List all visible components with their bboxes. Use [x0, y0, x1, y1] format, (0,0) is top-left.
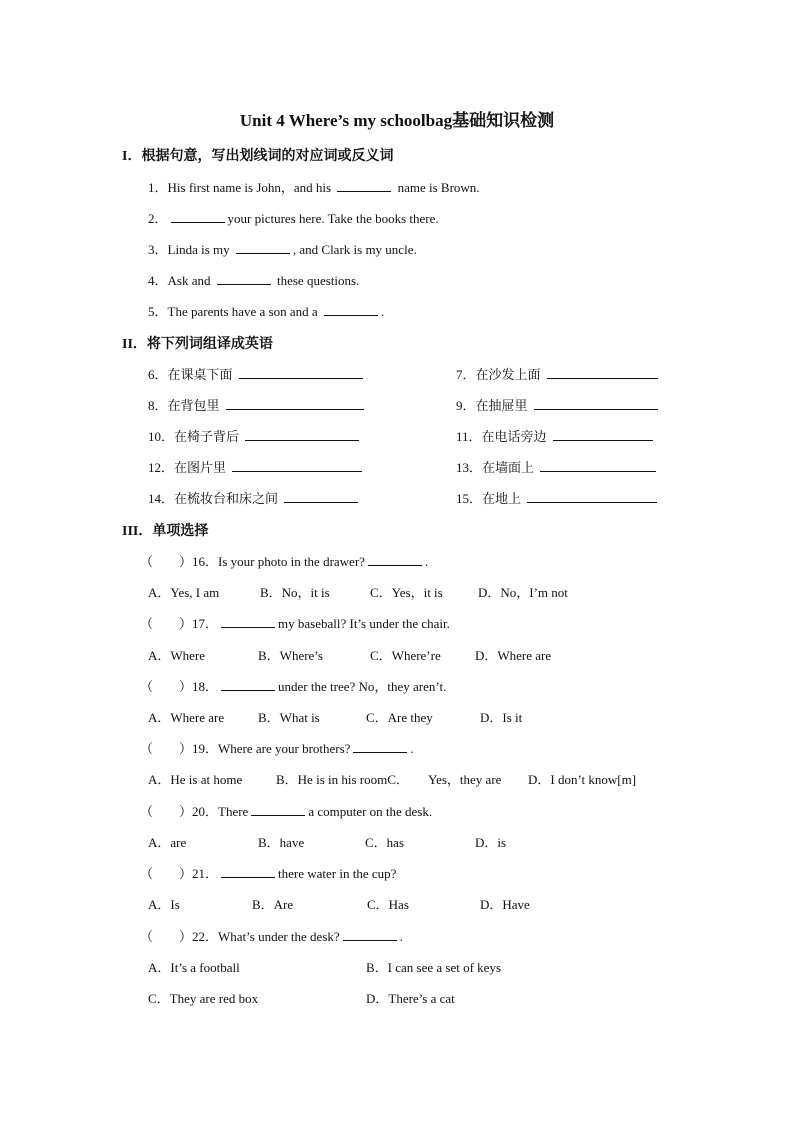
answer-blank[interactable]	[171, 221, 225, 223]
s2-item-8: 8．在背包里	[148, 395, 364, 414]
q21-option-c[interactable]: C．Has	[367, 897, 409, 912]
section-1-heading: I．根据句意，写出划线词的对应词或反义词	[122, 149, 394, 164]
answer-blank[interactable]	[221, 626, 275, 628]
s2-item-14: 14．在梳妆台和床之间	[148, 488, 358, 507]
answer-blank[interactable]	[324, 314, 378, 316]
answer-blank[interactable]	[284, 501, 358, 503]
q22-option-c[interactable]: C．They are red box	[148, 991, 259, 1006]
q19-option-b[interactable]: B．He is in his roomC．	[276, 772, 409, 787]
question-20: （ ）20．There a computer on the desk.	[140, 804, 433, 819]
q18-option-c[interactable]: C．Are they	[366, 710, 433, 725]
q19-option-d[interactable]: D．I don’t know[m]	[528, 772, 637, 787]
s2-item-11: 11．在电话旁边	[456, 426, 653, 445]
q17-option-b[interactable]: B．Where’s	[258, 648, 323, 663]
answer-blank[interactable]	[245, 439, 359, 441]
answer-blank[interactable]	[226, 408, 364, 410]
answer-blank[interactable]	[239, 377, 363, 379]
s1-item-2: 2． your pictures here. Take the books there.	[148, 211, 439, 226]
s2-item-9: 9．在抽屉里	[456, 395, 658, 414]
answer-blank[interactable]	[221, 876, 275, 878]
s2-item-15: 15．在地上	[456, 488, 657, 507]
answer-blank[interactable]	[251, 814, 305, 816]
q16-option-c[interactable]: C．Yes，it is	[370, 585, 443, 600]
s2-item-12: 12．在图片里	[148, 457, 362, 476]
q18-option-d[interactable]: D．Is it	[480, 710, 523, 725]
q20-option-d[interactable]: D．is	[475, 835, 507, 850]
answer-blank[interactable]	[534, 408, 658, 410]
q22-option-d[interactable]: D．There’s a cat	[366, 991, 455, 1006]
answer-blank[interactable]	[527, 501, 657, 503]
s1-item-1: 1．His first name is John，and his name is Brown.	[148, 180, 480, 195]
q21-option-d[interactable]: D．Have	[480, 897, 530, 912]
s1-item-4: 4．Ask and these questions.	[148, 273, 360, 288]
q16-option-b[interactable]: B．No，it is	[260, 585, 330, 600]
answer-blank[interactable]	[236, 252, 290, 254]
answer-blank[interactable]	[547, 377, 658, 379]
question-17: （ ）17． my baseball? It’s under the chair.	[140, 616, 450, 631]
answer-blank[interactable]	[368, 564, 422, 566]
q17-option-d[interactable]: D．Where are	[475, 648, 552, 663]
answer-blank[interactable]	[553, 439, 653, 441]
q16-option-a[interactable]: A．Yes, I am	[148, 585, 220, 600]
q17-option-a[interactable]: A．Where	[148, 648, 206, 663]
answer-blank[interactable]	[343, 939, 397, 941]
answer-blank[interactable]	[217, 283, 271, 285]
section-3-heading: III．单项选择	[122, 524, 209, 539]
q20-option-b[interactable]: B．have	[258, 835, 305, 850]
q18-option-b[interactable]: B．What is	[258, 710, 320, 725]
q21-option-a[interactable]: A．Is	[148, 897, 180, 912]
page-title: Unit 4 Where’s my schoolbag基础知识检测	[239, 111, 555, 130]
answer-blank[interactable]	[232, 470, 362, 472]
answer-blank[interactable]	[353, 751, 407, 753]
q21-option-b[interactable]: B．Are	[252, 897, 294, 912]
section-2-heading: II．将下列词组译成英语	[122, 337, 273, 352]
answer-blank[interactable]	[337, 190, 391, 192]
q22-option-a[interactable]: A．It’s a football	[148, 960, 240, 975]
q22-option-b[interactable]: B．I can see a set of keys	[366, 960, 502, 975]
q18-option-a[interactable]: A．Where are	[148, 710, 225, 725]
q20-option-c[interactable]: C．has	[365, 835, 405, 850]
question-18: （ ）18． under the tree? No，they aren’t.	[140, 679, 447, 694]
s2-item-6: 6．在课桌下面	[148, 364, 363, 383]
s1-item-3: 3．Linda is my , and Clark is my uncle.	[148, 242, 417, 257]
answer-blank[interactable]	[540, 470, 656, 472]
s1-item-5: 5．The parents have a son and a .	[148, 304, 385, 319]
answer-blank[interactable]	[221, 689, 275, 691]
question-21: （ ）21． there water in the cup?	[140, 866, 397, 881]
question-16: （ ）16．Is your photo in the drawer? .	[140, 554, 429, 569]
question-22: （ ）22．What’s under the desk? .	[140, 929, 403, 944]
q19-option-c[interactable]: Yes，they are	[428, 772, 502, 787]
s2-item-10: 10．在椅子背后	[148, 426, 359, 445]
s2-item-7: 7．在沙发上面	[456, 364, 658, 383]
s2-item-13: 13．在墙面上	[456, 457, 656, 476]
q19-option-a[interactable]: A．He is at home	[148, 772, 243, 787]
question-19: （ ）19．Where are your brothers? .	[140, 741, 414, 756]
q16-option-d[interactable]: D．No，I’m not	[478, 585, 568, 600]
q20-option-a[interactable]: A．are	[148, 835, 187, 850]
q17-option-c[interactable]: C．Where’re	[370, 648, 441, 663]
